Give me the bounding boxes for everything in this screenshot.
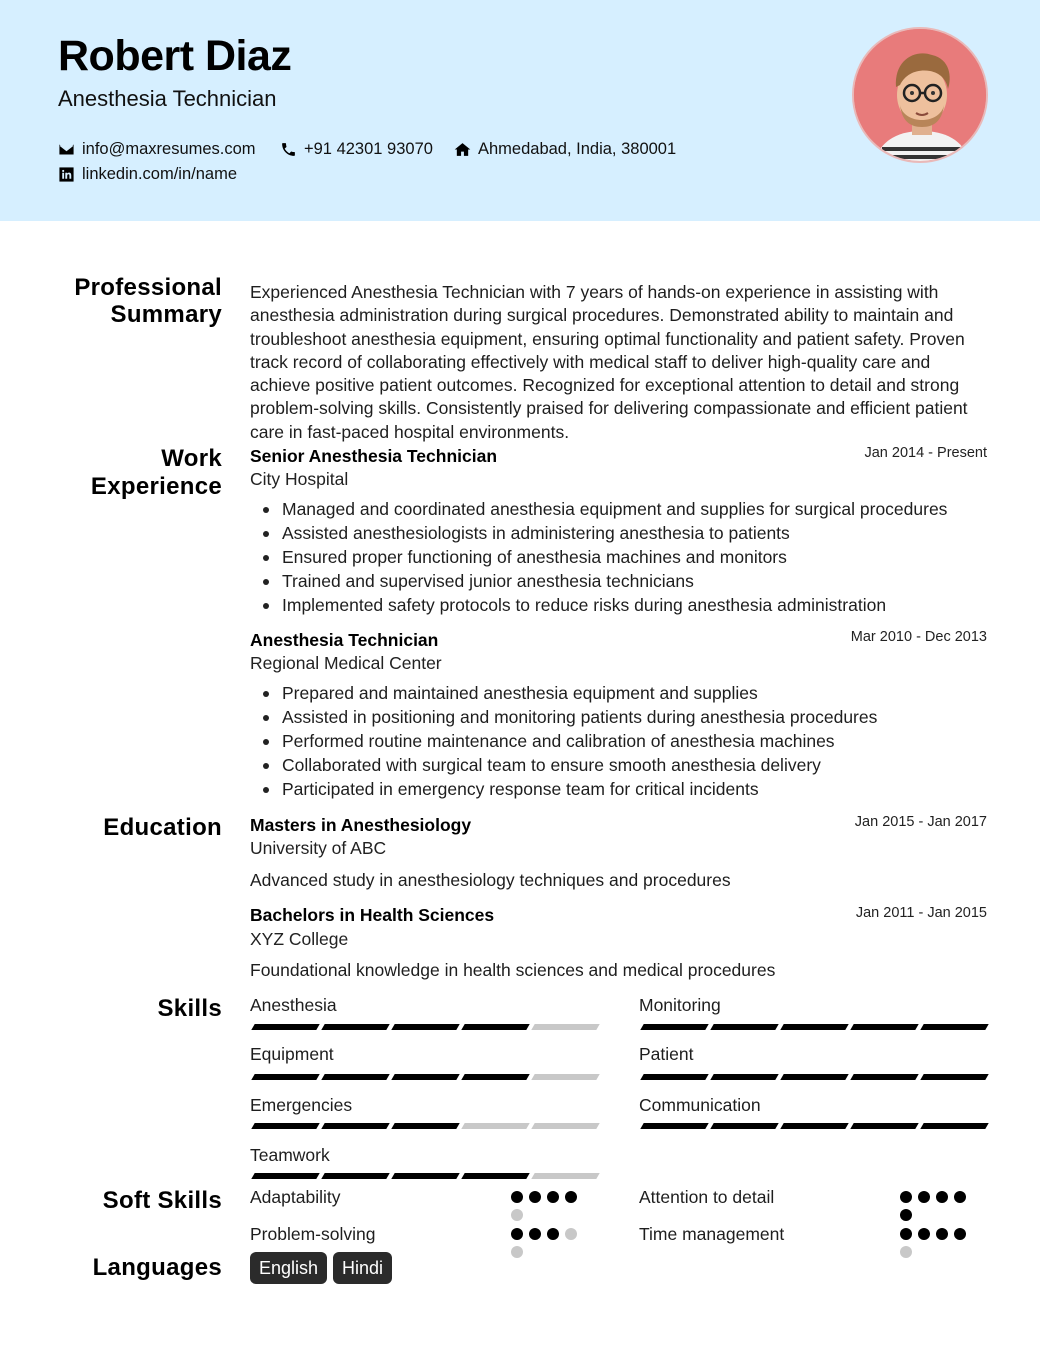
language-chip: Hindi [333, 1252, 392, 1284]
skill-bar-segment-filled [321, 1024, 389, 1030]
skill-bar-segment-empty [531, 1024, 599, 1030]
skill-name: Emergencies [250, 1095, 353, 1115]
language-chip: English [250, 1252, 327, 1284]
resume-header [0, 0, 1040, 221]
rating-dot-empty [565, 1228, 577, 1240]
skill-bar-segment-filled [920, 1024, 988, 1030]
person-portrait-icon [854, 29, 988, 163]
job-date: Jan 2014 - Present [864, 445, 987, 461]
job-bullets [250, 681, 990, 801]
rating-dot-filled [547, 1191, 559, 1203]
envelope-icon [58, 141, 75, 158]
linkedin-text: linkedin.com/in/name [82, 165, 237, 183]
degree-title: Bachelors in Health Sciences [250, 905, 495, 925]
list-item: Ensured proper functioning of anesthesia machines and monitors [250, 545, 990, 569]
skill-bar-segment-filled [920, 1074, 988, 1080]
skill-bar-segment-empty [531, 1074, 599, 1080]
list-item: Assisted in positioning and monitoring patients during anesthesia procedures [250, 705, 990, 729]
contact-address [454, 140, 676, 159]
skill-bar-segment-filled [461, 1173, 529, 1179]
skill-name: Communication [639, 1095, 761, 1115]
phone-icon [280, 141, 297, 158]
rating-dot-filled [936, 1228, 948, 1240]
job-organization: City Hospital [250, 469, 349, 489]
email-text: info@maxresumes.com [82, 140, 256, 158]
skill-bar-segment-filled [321, 1173, 389, 1179]
skill-level-bar [642, 1024, 987, 1030]
skill-bar-segment-filled [251, 1074, 319, 1080]
skill-name: Patient [639, 1044, 694, 1064]
skill-bar-segment-filled [640, 1024, 708, 1030]
skill-bar-segment-filled [780, 1074, 848, 1080]
degree-title: Masters in Anesthesiology [250, 815, 472, 835]
contact-phone[interactable] [280, 140, 433, 159]
skill-bar-segment-filled [780, 1123, 848, 1129]
soft-skill-name: Time management [639, 1224, 785, 1244]
skill-bar-segment-filled [710, 1074, 778, 1080]
rating-dot-filled [918, 1191, 930, 1203]
soft-skill-name: Adaptability [250, 1187, 341, 1207]
skill-bar-segment-filled [710, 1123, 778, 1129]
list-item: Assisted anesthesiologists in administering anesthesia to patients [250, 521, 990, 545]
skill-name: Teamwork [250, 1145, 330, 1165]
list-item: Implemented safety protocols to reduce risks during anesthesia administration [250, 593, 990, 617]
list-item: Trained and supervised junior anesthesia technicians [250, 569, 990, 593]
education-date: Jan 2011 - Jan 2015 [855, 905, 987, 921]
school-name: XYZ College [250, 929, 349, 949]
soft-skill-name: Attention to detail [639, 1187, 775, 1207]
contact-linkedin[interactable] [58, 165, 237, 184]
skills-heading: Skills [157, 995, 222, 1022]
soft-skill-name: Problem-solving [250, 1224, 376, 1244]
rating-dot-filled [918, 1228, 930, 1240]
skill-bar-segment-filled [461, 1074, 529, 1080]
soft-skill-rating [900, 1191, 980, 1221]
skill-bar-segment-filled [850, 1074, 918, 1080]
soft-skill-rating [511, 1191, 591, 1221]
skill-level-bar [253, 1074, 598, 1080]
skill-bar-segment-filled [251, 1024, 319, 1030]
list-item: Managed and coordinated anesthesia equipment and supplies for surgical procedures [250, 497, 990, 521]
skill-bar-segment-filled [391, 1173, 459, 1179]
skill-bar-segment-filled [461, 1024, 529, 1030]
skill-bar-segment-filled [391, 1024, 459, 1030]
list-item: Prepared and maintained anesthesia equipment and supplies [250, 681, 990, 705]
skill-level-bar [253, 1024, 598, 1030]
skill-level-bar [642, 1123, 987, 1129]
skill-bar-segment-filled [850, 1024, 918, 1030]
skill-name: Monitoring [639, 995, 721, 1015]
skill-bar-segment-filled [321, 1123, 389, 1129]
skill-bar-segment-empty [531, 1123, 599, 1129]
job-title: Senior Anesthesia Technician [250, 446, 498, 466]
skill-bar-segment-filled [321, 1074, 389, 1080]
education-date: Jan 2015 - Jan 2017 [854, 814, 987, 830]
soft-skill-rating [511, 1228, 591, 1258]
rating-dot-filled [900, 1191, 912, 1203]
rating-dot-filled [936, 1191, 948, 1203]
rating-dot-filled [529, 1191, 541, 1203]
skill-bar-segment-filled [920, 1123, 988, 1129]
rating-dot-filled [565, 1191, 577, 1203]
list-item: Performed routine maintenance and calibration of anesthesia machines [250, 729, 990, 753]
rating-dot-filled [511, 1228, 523, 1240]
candidate-title: Anesthesia Technician [58, 86, 277, 111]
skill-bar-segment-empty [461, 1123, 529, 1129]
skill-bar-segment-filled [640, 1123, 708, 1129]
soft-skills-heading: Soft Skills [102, 1187, 222, 1214]
rating-dot-filled [547, 1228, 559, 1240]
skill-bar-segment-filled [850, 1123, 918, 1129]
skill-bar-segment-filled [780, 1024, 848, 1030]
candidate-name: Robert Diaz [58, 32, 292, 80]
summary-heading: Professional Summary [74, 274, 222, 328]
profile-photo [852, 27, 988, 163]
education-heading: Education [103, 814, 222, 841]
list-item: Collaborated with surgical team to ensure smooth anesthesia delivery [250, 753, 990, 777]
skill-bar-segment-filled [391, 1123, 459, 1129]
rating-dot-filled [511, 1191, 523, 1203]
job-title: Anesthesia Technician [250, 630, 439, 650]
skill-bar-segment-filled [640, 1074, 708, 1080]
list-item: Participated in emergency response team for critical incidents [250, 777, 990, 801]
address-text: Ahmedabad, India, 380001 [478, 140, 677, 158]
education-description: Foundational knowledge in health sciences and medical procedures [250, 960, 776, 980]
rating-dot-empty [900, 1246, 912, 1258]
linkedin-icon [58, 166, 75, 183]
rating-dot-empty [511, 1209, 523, 1221]
home-icon [454, 141, 471, 158]
job-date: Mar 2010 - Dec 2013 [850, 629, 987, 645]
skill-bar-segment-filled [251, 1173, 319, 1179]
contact-email[interactable] [58, 140, 256, 159]
experience-heading: Work Experience [90, 445, 222, 500]
job-bullets [250, 497, 990, 617]
rating-dot-filled [954, 1191, 966, 1203]
skill-bar-segment-empty [531, 1173, 599, 1179]
skill-name: Anesthesia [250, 995, 337, 1015]
skill-level-bar [253, 1123, 598, 1129]
rating-dot-filled [529, 1228, 541, 1240]
rating-dot-filled [900, 1228, 912, 1240]
rating-dot-empty [511, 1246, 523, 1258]
skill-level-bar [642, 1074, 987, 1080]
phone-text: +91 42301 93070 [304, 140, 433, 158]
languages-heading: Languages [92, 1254, 222, 1281]
education-description: Advanced study in anesthesiology techniques and procedures [250, 870, 731, 890]
skill-bar-segment-filled [391, 1074, 459, 1080]
skill-level-bar [253, 1173, 598, 1179]
rating-dot-filled [900, 1209, 912, 1221]
rating-dot-filled [954, 1228, 966, 1240]
school-name: University of ABC [250, 838, 387, 858]
skill-name: Equipment [250, 1044, 334, 1064]
skill-bar-segment-filled [710, 1024, 778, 1030]
soft-skill-rating [900, 1228, 980, 1258]
summary-text: Experienced Anesthesia Technician with 7 years of hands-on experience in assisting with anesthesia administration during surgical procedures. Demonstrated ability to maintain and troubleshoot anesthesia equipment, ensuring optimal functionality and patient safety. Proven track record of collaborating effectively with medical staff to deliver high-quality care and achieve positive patient outcomes. Recognized for exceptional attention to detail and strong problem-solving skills. Consistently praised for delivering compassionate and efficient patient care in fast-paced hospital environments. [250, 282, 968, 442]
skill-bar-segment-filled [251, 1123, 319, 1129]
job-organization: Regional Medical Center [250, 653, 442, 673]
